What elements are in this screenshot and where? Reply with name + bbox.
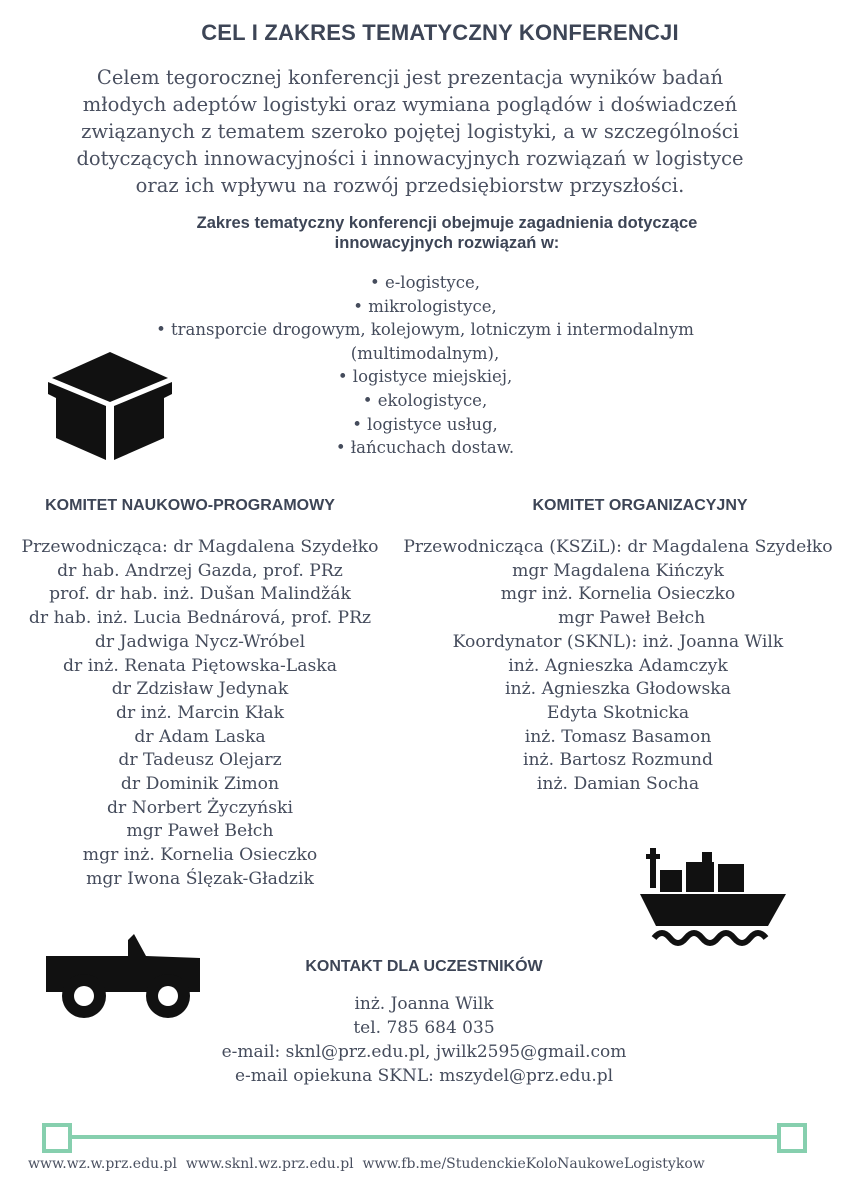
footer-links[interactable]: www.wz.w.prz.edu.pl www.sknl.wz.prz.edu.pl www.fb.me/StudenckieKoloNaukoweLogistykow <box>28 1156 705 1172</box>
scope-item: • logistyce usług, <box>352 414 498 434</box>
page-title: CEL I ZAKRES TEMATYCZNY KONFERENCJI <box>201 20 679 45</box>
organizing-committee-list <box>400 536 836 797</box>
committee-member: dr Jadwiga Nycz-Wróbel <box>94 631 306 652</box>
divider-square-right <box>777 1123 807 1153</box>
scope-heading-line: innowacyjnych rozwiązań w: <box>334 234 560 252</box>
scope-heading <box>100 213 794 253</box>
intro-line: Celem tegorocznej konferencji jest prezentacja wyników badań <box>96 66 724 89</box>
contact-phone[interactable]: tel. 785 684 035 <box>353 1018 495 1038</box>
committee-member: dr Norbert Życzyński <box>107 797 293 818</box>
footer-divider <box>66 1135 780 1139</box>
scope-heading-line: Zakres tematyczny konferencji obejmuje zagadnienia dotyczące <box>196 214 698 232</box>
scope-item: • łańcuchach dostaw. <box>335 438 515 458</box>
committee-member: inż. Agnieszka Głodowska <box>505 679 731 700</box>
committee-member: dr Zdzisław Jedynak <box>111 679 289 700</box>
organizing-committee-heading: KOMITET ORGANIZACYJNY <box>532 497 748 514</box>
scope-list <box>100 271 750 460</box>
committee-member: dr hab. inż. Lucia Bednárová, prof. PRz <box>28 608 372 629</box>
contact-email[interactable]: e-mail: sknl@prz.edu.pl, jwilk2595@gmail.com <box>221 1042 627 1062</box>
contact-heading: KONTAKT DLA UCZESTNIKÓW <box>305 958 543 975</box>
committee-member: inż. Damian Socha <box>536 774 700 795</box>
committee-member: mgr Iwona Ślęzak-Gładzik <box>86 868 314 889</box>
scope-item: • transporcie drogowym, kolejowym, lotniczym i intermodalnym <box>156 320 694 340</box>
committee-member: dr Dominik Zimon <box>120 774 280 795</box>
committee-member: inż. Tomasz Basamon <box>524 726 712 747</box>
scope-item: • mikrologistyce, <box>353 296 497 316</box>
scope-item: • e-logistyce, <box>369 273 481 292</box>
committee-member: inż. Agnieszka Adamczyk <box>508 655 728 676</box>
committee-member: dr inż. Renata Piętowska-Laska <box>63 655 337 676</box>
committee-member: Koordynator (SKNL): inż. Joanna Wilk <box>452 631 784 652</box>
scientific-committee-list <box>0 536 400 892</box>
scope-item: • ekologistyce, <box>362 390 488 410</box>
intro-line: młodych adeptów logistyki oraz wymiana poglądów i doświadczeń <box>82 93 738 116</box>
committee-member: mgr inż. Kornelia Osieczko <box>82 845 318 866</box>
box-icon <box>48 352 172 460</box>
ship-icon <box>640 840 786 950</box>
committee-member: prof. dr hab. inż. Dušan Malindžák <box>49 584 351 605</box>
intro-line: dotyczących innowacyjności i innowacyjnych rozwiązań w logistyce <box>76 147 744 170</box>
committee-member: dr Tadeusz Olejarz <box>118 750 282 771</box>
committee-member: mgr Paweł Bełch <box>126 821 274 842</box>
committee-member: mgr inż. Kornelia Osieczko <box>500 584 736 605</box>
committee-member: mgr Paweł Bełch <box>530 608 706 629</box>
contact-name: inż. Joanna Wilk <box>354 994 494 1014</box>
committee-member: dr inż. Marcin Kłak <box>115 702 285 723</box>
contact-details <box>0 992 848 1088</box>
committee-member: Przewodnicząca: dr Magdalena Szydełko <box>21 537 379 557</box>
scientific-committee-heading: KOMITET NAUKOWO-PROGRAMOWY <box>45 497 335 514</box>
scope-item: • logistyce miejskiej, <box>337 367 513 387</box>
committee-member: mgr Magdalena Kińczyk <box>512 560 724 581</box>
intro-paragraph <box>10 64 810 199</box>
committee-member: dr hab. Andrzej Gazda, prof. PRz <box>57 560 343 581</box>
committee-member: Przewodnicząca (KSZiL): dr Magdalena Szydełko <box>403 537 833 557</box>
supervisor-email[interactable]: e-mail opiekuna SKNL: mszydel@prz.edu.pl <box>234 1066 614 1086</box>
committee-member: Edyta Skotnicka <box>546 702 690 723</box>
divider-square-left <box>42 1123 72 1153</box>
committee-member: inż. Bartosz Rozmund <box>522 750 714 771</box>
intro-line: oraz ich wpływu na rozwój przedsiębiorstw przyszłości. <box>135 174 685 197</box>
scope-item: (multimodalnym), <box>350 343 500 363</box>
intro-line: związanych z tematem szeroko pojętej logistyki, a w szczególności <box>81 120 739 143</box>
committee-member: dr Adam Laska <box>134 726 266 747</box>
